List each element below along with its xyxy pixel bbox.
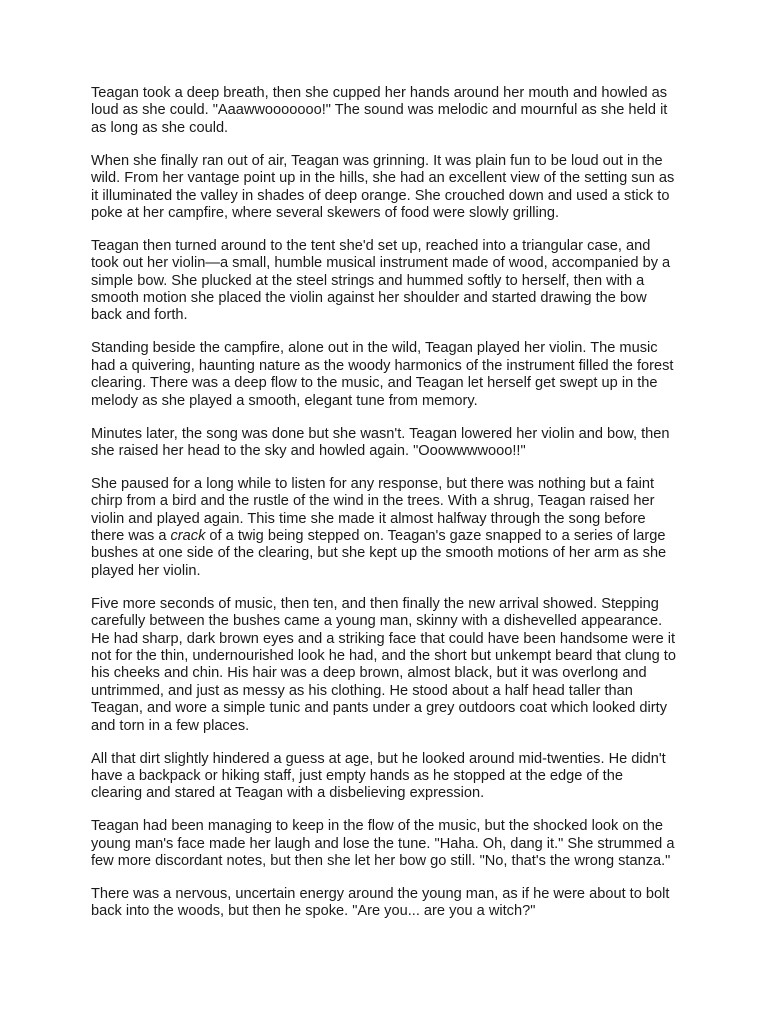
paragraph-8: All that dirt slightly hindered a guess at age, but he looked around mid-twenties. He didn't have a backpack or hiking staff, just empty hands as he stopped at the edge of the clearing and stared at Teagan with a disbelieving expression. [91,750,666,802]
paragraph-3: Teagan then turned around to the tent she'd set up, reached into a triangular case, and took out her violin—a small, humble musical instrument made of wood, accompanied by a simple bow. She plucked at the steel strings and hummed softly to herself, then with a smooth motion she placed the violin against her shoulder and started drawing the bow back and forth. [91,237,671,324]
paragraph-6-after: of a twig being stepped on. Teagan's gaze snapped to a series of large bushes at one side of the clearing, but she kept up the smooth motions of her arm as she played her violin. [91,528,667,579]
paragraph-6 [91,476,678,580]
paragraph-4: Standing beside the campfire, alone out in the wild, Teagan played her violin. The music had a quivering, haunting nature as the woody harmonics of the instrument filled the forest clearing. There was a deep flow to the music, and Teagan let herself get swept up in the melody as she played a smooth, elegant tune from memory. [91,340,674,409]
paragraph-2: When she finally ran out of air, Teagan was grinning. It was plain fun to be loud out in the wild. From her vantage point up in the hills, she had an excellent view of the setting sun as it illuminated the valley in shades of deep orange. She crouched down and used a stick to poke at her campfire, where several skewers of food were slowly grilling. [91,152,675,221]
paragraph-9: Teagan had been managing to keep in the flow of the music, but the shocked look on the young man's face made her laugh and lose the tune. "Haha. Oh, dang it." She strummed a few more discordant notes, but then she let her bow go still. "No, that's the wrong stanza." [91,818,675,870]
paragraph-10: There was a nervous, uncertain energy around the young man, as if he were about to bolt back into the woods, but then he spoke. "Are you... are you a witch?" [91,885,670,920]
paragraph-5: Minutes later, the song was done but she wasn't. Teagan lowered her violin and bow, then she raised her head to the sky and howled again. "Ooowwwwooo!!" [91,425,670,459]
paragraph-6-before: She paused for a long while to listen for any response, but there was nothing but a faint chirp from a bird and the rustle of the wind in the trees. With a shrug, Teagan raised her violin and played again. This time she made it almost halfway through the song before there was a [91,475,655,545]
paragraph-6-italic-word: crack [170,528,206,545]
paragraph-7: Five more seconds of music, then ten, and then finally the new arrival showed. Stepping carefully between the bushes came a young man, skinny with a dishevelled appearance. He had sharp, dark brown eyes and a striking face that could have been handsome were it not for the thin, undernourished look he had, and the short but unkempt beard that clung to his cheeks and chin. His hair was a deep brown, almost black, but it was overlong and untrimmed, and just as messy as his clothing. He stood about a half head taller than Teagan, and wore a simple tunic and pants under a grey outdoors coat which looked dirty and torn in a few places. [91,595,676,734]
paragraph-1: Teagan took a deep breath, then she cupped her hands around her mouth and howled as loud as she could. "Aaawwooooooo!" The sound was melodic and mournful as she held it as long as she could. [91,85,668,136]
